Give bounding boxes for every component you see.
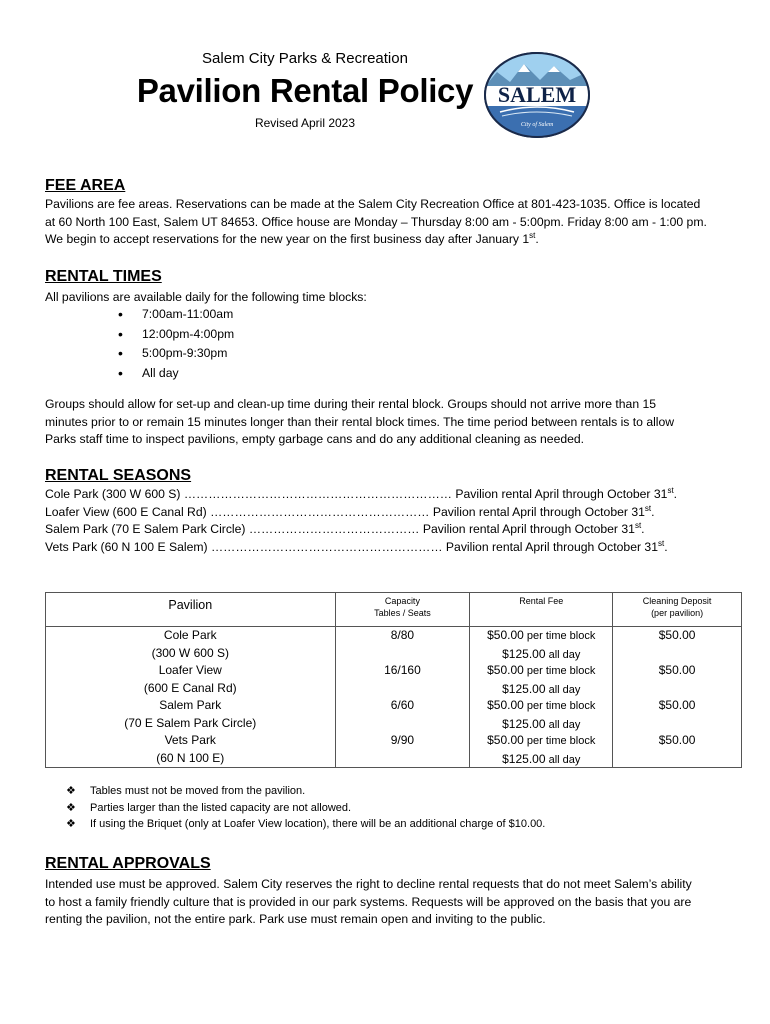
table-header-row <box>46 593 742 627</box>
time-blocks-list <box>118 305 234 383</box>
pavilion-entry: Loafer View (600 E Canal Rd) <box>143 663 237 695</box>
time-block-item: • All day <box>118 364 234 384</box>
season-row: Loafer View (600 E Canal Rd) ……………………………………………… Pavilion rental April through October 31st. <box>45 503 655 519</box>
salem-city-logo <box>482 50 592 140</box>
fee-area-text <box>45 196 735 249</box>
approvals-line: Intended use must be approved. Salem City reserves the right to decline rental requests that do not meet Salem’s ability <box>45 877 692 891</box>
capacity-cell <box>335 627 470 768</box>
organization-name: Salem City Parks & Recreation <box>202 50 408 67</box>
note-line: Groups should allow for set-up and clean-up time during their rental block. Groups should not arrive more than 15 <box>45 397 657 411</box>
deposit-value: $50.00 <box>658 698 696 712</box>
table-body-row <box>46 627 742 768</box>
rental-approvals-heading: RENTAL APPROVALS <box>45 855 211 872</box>
season-row: Salem Park (70 E Salem Park Circle) …………………………………… Pavilion rental April through October 31st. <box>45 520 645 536</box>
rule-note: ❖ Tables must not be moved from the pavilion. <box>66 783 545 800</box>
fee-area-heading: FEE AREA <box>45 177 126 194</box>
note-line: minutes prior to or remain 15 minutes longer than their rental block times. The time period between rentals is to allow <box>45 414 675 429</box>
time-block-item: • 5:00pm-9:30pm <box>118 344 234 364</box>
rental-seasons-list <box>45 486 677 556</box>
fee-cell <box>470 627 613 768</box>
capacity-value: 6/60 <box>390 698 415 712</box>
pavilion-cell <box>46 627 336 768</box>
logo-wordmark: SALEM <box>497 82 577 107</box>
logo-subtext: City of Salem <box>520 122 554 128</box>
rules-notes-list <box>66 783 545 833</box>
rental-times-intro: All pavilions are available daily for the following time blocks: <box>45 290 367 304</box>
rental-times-note <box>45 396 735 449</box>
capacity-value: 16/160 <box>384 663 421 677</box>
season-row: Vets Park (60 N 100 E Salem) ………………………………………………… Pavilion rental April through October 31st. <box>45 538 668 554</box>
approvals-line: renting the pavilion, not the entire park. Park use must remain open and inviting to the public. <box>45 912 546 926</box>
col-header-capacity: Capacity Tables / Seats <box>335 593 470 627</box>
fee-area-line: We begin to accept reservations for the new year on the first business day after January 1st. <box>45 230 539 246</box>
deposit-value: $50.00 <box>658 628 696 642</box>
fee-entry: $50.00 per time block $125.00 all day <box>487 628 596 661</box>
time-block-item: • 12:00pm-4:00pm <box>118 325 234 345</box>
season-row: Cole Park (300 W 600 S) ………………………………………………………… Pavilion rental April through October 31st. <box>45 485 678 501</box>
fee-entry: $50.00 per time block $125.00 all day <box>487 698 596 731</box>
rental-times-heading: RENTAL TIMES <box>45 268 162 285</box>
rule-note: ❖ If using the Briquet (only at Loafer View location), there will be an additional charge of $10.00. <box>66 816 545 833</box>
deposit-cell <box>613 627 742 768</box>
rule-note: ❖ Parties larger than the listed capacity are not allowed. <box>66 800 545 817</box>
col-header-pavilion: Pavilion <box>46 593 336 627</box>
rental-approvals-text <box>45 876 735 929</box>
rental-seasons-heading: RENTAL SEASONS <box>45 467 192 484</box>
revision-date: Revised April 2023 <box>254 116 356 130</box>
pavilion-entry: Vets Park (60 N 100 E) <box>156 733 225 765</box>
approvals-line: to host a family friendly culture that is provided in our park systems. Requests will be approved on the basis that you are <box>45 894 692 909</box>
capacity-value: 9/90 <box>390 733 415 747</box>
time-block-item: • 7:00am-11:00am <box>118 305 234 325</box>
deposit-value: $50.00 <box>658 663 696 677</box>
pavilion-table <box>45 592 742 768</box>
col-header-fee: Rental Fee <box>470 593 613 627</box>
capacity-value: 8/80 <box>390 628 415 642</box>
note-line: Parks staff time to inspect pavilions, empty garbage cans and do any additional cleaning as needed. <box>45 432 585 446</box>
pavilion-entry: Cole Park (300 W 600 S) <box>151 628 229 660</box>
fee-area-line: at 60 North 100 East, Salem UT 84653. Office house are Monday – Thursday 8:00 am - 5:00pm. Friday 8:00 am - 1:00 pm. <box>45 214 707 229</box>
page-title: Pavilion Rental Policy <box>136 72 474 109</box>
fee-entry: $50.00 per time block $125.00 all day <box>487 733 596 766</box>
fee-area-line: Pavilions are fee areas. Reservations can be made at the Salem City Recreation Office at 801-423-1035. Office is located <box>45 197 701 211</box>
col-header-deposit: Cleaning Deposit (per pavilion) <box>613 593 742 627</box>
fee-entry: $50.00 per time block $125.00 all day <box>487 663 596 696</box>
deposit-value: $50.00 <box>658 733 696 747</box>
pavilion-entry: Salem Park (70 E Salem Park Circle) <box>124 698 257 730</box>
